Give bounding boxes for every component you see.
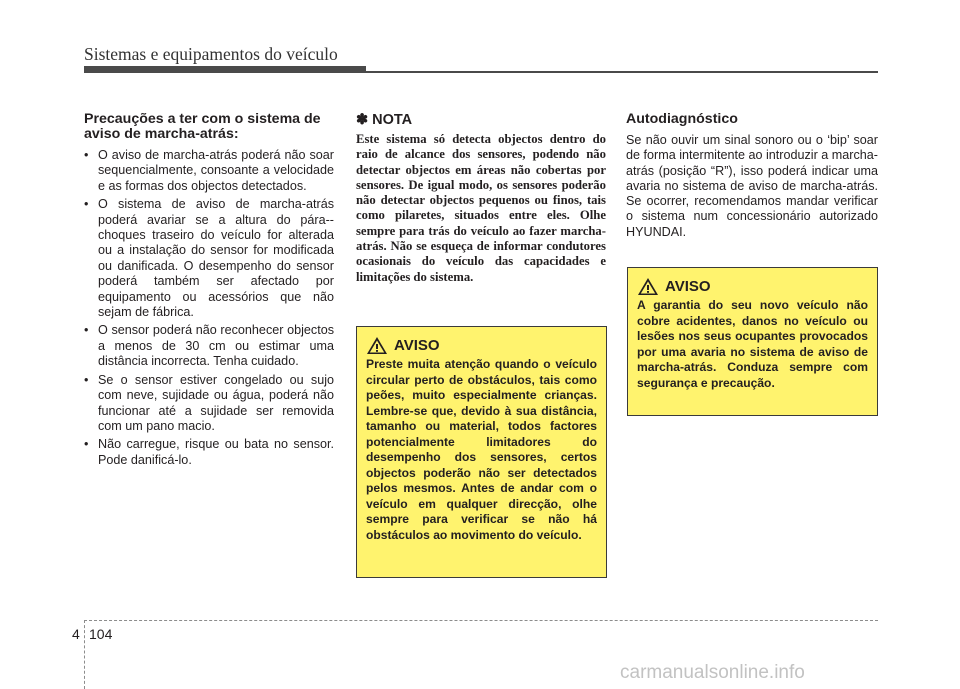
- list-item: [84, 148, 334, 194]
- list-item: [84, 373, 334, 435]
- list-item-text: O aviso de marcha-atrás poderá não soar sequencialmente, consoante a velocidade e as formas dos objectos detectados.: [98, 148, 334, 193]
- page-header-title: Sistemas e equipamentos do veículo: [84, 44, 338, 64]
- warning-box-obstacles: [356, 326, 607, 578]
- warning-title: AVISO: [665, 278, 711, 295]
- warning-header: [366, 336, 597, 355]
- list-item: [84, 437, 334, 468]
- list-item-text: Não carregue, risque ou bata no sensor. Pode danificá-lo.: [98, 437, 334, 467]
- watermark-text: carmanualsonline.info: [620, 662, 805, 683]
- warning-box-warranty: [627, 267, 878, 416]
- note-heading: [356, 112, 606, 128]
- warning-text: A garantia do seu novo veículo não cobre acidentes, danos no veículo ou lesões nos seus ocupantes provocados por uma avaria no sistema de aviso de marcha-atrás. Conduza sempre com segurança e precaução.: [637, 298, 868, 390]
- self-diagnosis-heading: Autodiagnóstico: [626, 111, 738, 127]
- asterisk-icon: ✽: [356, 112, 369, 128]
- bullet-icon: •: [84, 323, 89, 338]
- column-note: [356, 112, 606, 285]
- list-item: [84, 197, 334, 320]
- bullet-icon: •: [84, 437, 89, 452]
- bullet-icon: •: [84, 197, 89, 212]
- footer-divider: [84, 620, 85, 689]
- warning-triangle-icon: [366, 336, 388, 355]
- bullet-icon: •: [84, 372, 89, 387]
- self-diagnosis-text: Se não ouvir um sinal sonoro ou o ‘bip’ soar de forma intermitente ao introduzir a marcha-atrás (posição “R”), isso poderá indicar uma avaria no sistema de aviso de marcha-atrás. Se ocorrer, recomendamos mandar verificar o sistema num concessionário autorizado HYUNDAI.: [626, 133, 878, 239]
- precautions-heading: Precauções a ter com o sistema de aviso de marcha-atrás:: [84, 111, 321, 142]
- bullet-icon: •: [84, 148, 89, 162]
- page-number: 104: [89, 626, 113, 642]
- warning-triangle-icon: [637, 277, 659, 296]
- warning-header: [637, 277, 868, 296]
- header-rule-thin: [84, 71, 878, 73]
- list-item-text: O sensor poderá não reconhecer objectos a menos de 30 cm ou estimar uma distância incorrecta. Tenha cuidado.: [98, 323, 334, 369]
- precautions-list: [84, 148, 334, 468]
- warning-title: AVISO: [394, 337, 440, 354]
- list-item-text: O sistema de aviso de marcha-atrás poderá avariar se a altura do pára--choques traseiro do veículo for alterada ou a instalação do sensor for modificada ou danificada. O desempenho do sensor poderá também ser afectado por equipamento ou acessórios que não sejam de fábrica.: [98, 197, 334, 320]
- warning-text: Preste muita atenção quando o veículo circular perto de obstáculos, tais como peões, muito especialmente crianças. Lembre-se que, devido à sua distância, tamanho ou material, todos factores potencialmente limitadores do desempenho dos sensores, certos objectos poderão não ser detectados pelos mesmos. Antes de andar com o veículo em qualquer direcção, olhe sempre para verificar se não há obstáculos ao movimento do veículo.: [366, 357, 597, 542]
- column-precautions: [84, 112, 334, 471]
- chapter-number: 4: [72, 626, 80, 642]
- note-text: Este sistema só detecta objectos dentro do raio de alcance dos sensores, podendo não detectar objectos em áreas não cobertas por sensores. De igual modo, os sensores poderão não detectar objectos pequenos ou finos, tais como pilaretes, situados entre eles. Olhe sempre para trás do veículo ao fazer marcha-atrás. Não se esqueça de informar condutores ocasionais do veículo das capacidades e limitações do sistema.: [356, 132, 606, 284]
- column-self-diagnosis: [626, 112, 878, 240]
- list-item: [84, 323, 334, 369]
- list-item-text: Se o sensor estiver congelado ou sujo com neve, sujidade ou água, poderá não funcionar até a sujidade ser removida com um pano macio.: [98, 372, 334, 433]
- footer-rule: [84, 620, 878, 621]
- note-title: NOTA: [372, 112, 413, 128]
